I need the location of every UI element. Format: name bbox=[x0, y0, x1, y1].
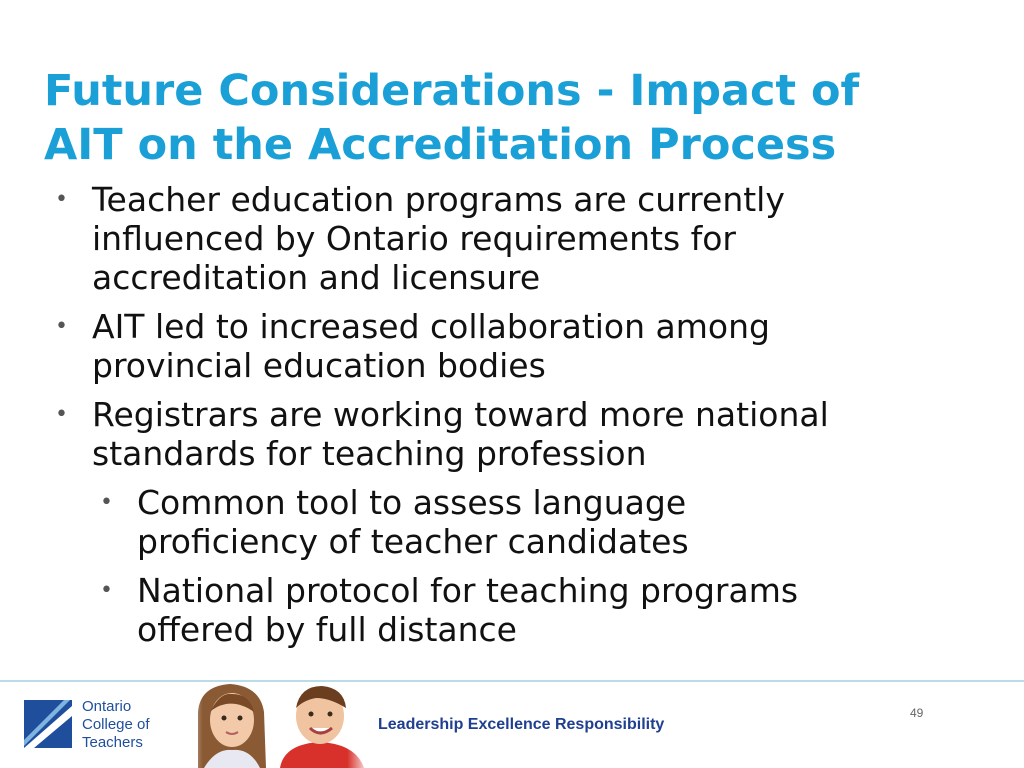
bullet-icon: • bbox=[55, 314, 68, 339]
slide-title bbox=[44, 64, 984, 172]
bullet-text: Registrars are working toward more national bbox=[92, 395, 829, 434]
bullet-text: Teacher education programs are currently bbox=[92, 180, 785, 219]
logo-line: Teachers bbox=[82, 734, 143, 751]
tagline: Leadership Excellence Responsibility bbox=[378, 716, 665, 733]
slide-title-line-1: Future Considerations - Impact of bbox=[44, 66, 860, 116]
bullet-item-3 bbox=[52, 395, 992, 473]
children-photo bbox=[180, 682, 370, 768]
bullet-text: AIT led to increased collaboration among bbox=[92, 307, 770, 346]
page-number: 49 bbox=[910, 706, 924, 720]
bullet-icon: • bbox=[55, 402, 68, 427]
bullet-text: offered by full distance bbox=[137, 610, 517, 649]
bullet-list bbox=[52, 180, 992, 659]
bullet-text: standards for teaching profession bbox=[92, 434, 647, 473]
bullet-icon: • bbox=[100, 490, 113, 515]
slide-title-line-2: AIT on the Accreditation Process bbox=[44, 120, 837, 170]
bullet-icon: • bbox=[55, 187, 68, 212]
bullet-text: proficiency of teacher candidates bbox=[137, 522, 689, 561]
logo-line: College of bbox=[82, 716, 150, 733]
bullet-icon: • bbox=[100, 578, 113, 603]
college-logo-text bbox=[82, 698, 150, 752]
sub-bullet-item-1 bbox=[97, 483, 992, 561]
college-logo-icon bbox=[24, 700, 72, 748]
bullet-text: accreditation and licensure bbox=[92, 258, 541, 297]
bullet-item-2 bbox=[52, 307, 992, 385]
bullet-text: influenced by Ontario requirements for bbox=[92, 219, 736, 258]
bullet-text: National protocol for teaching programs bbox=[137, 571, 799, 610]
bullet-text: provincial education bodies bbox=[92, 346, 546, 385]
logo-line: Ontario bbox=[82, 698, 132, 715]
bullet-item-1 bbox=[52, 180, 992, 297]
footer bbox=[0, 682, 1024, 768]
bullet-text: Common tool to assess language bbox=[137, 483, 687, 522]
sub-bullet-item-2 bbox=[97, 571, 992, 649]
